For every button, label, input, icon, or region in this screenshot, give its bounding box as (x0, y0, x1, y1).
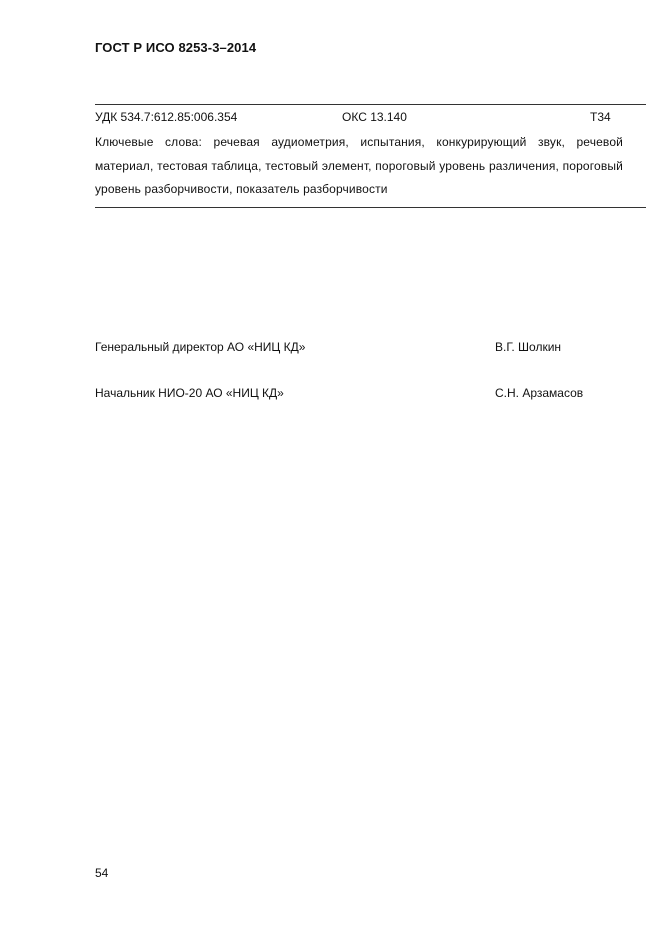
document-header-title: ГОСТ Р ИСО 8253-3–2014 (95, 40, 257, 55)
classification-code: Т34 (590, 110, 611, 124)
udk-code: УДК 534.7:612.85:006.354 (95, 110, 238, 124)
bottom-divider (95, 207, 646, 208)
keywords-paragraph: Ключевые слова: речевая аудиометрия, испытания, конкурирующий звук, речевой материал, тестовая таблица, тестовый элемент, пороговый уровень различения, пороговый уровень разборчивости, показатель разборчивости (95, 135, 623, 196)
page-number: 54 (95, 866, 109, 880)
signatory-name: С.Н. Арзамасов (495, 386, 584, 400)
signatory-name: В.Г. Шолкин (495, 340, 562, 354)
signatory-role: Генеральный директор АО «НИЦ КД» (95, 340, 306, 354)
top-divider (95, 104, 646, 105)
oks-code: ОКС 13.140 (342, 110, 407, 124)
signatory-role: Начальник НИО-20 АО «НИЦ КД» (95, 386, 284, 400)
